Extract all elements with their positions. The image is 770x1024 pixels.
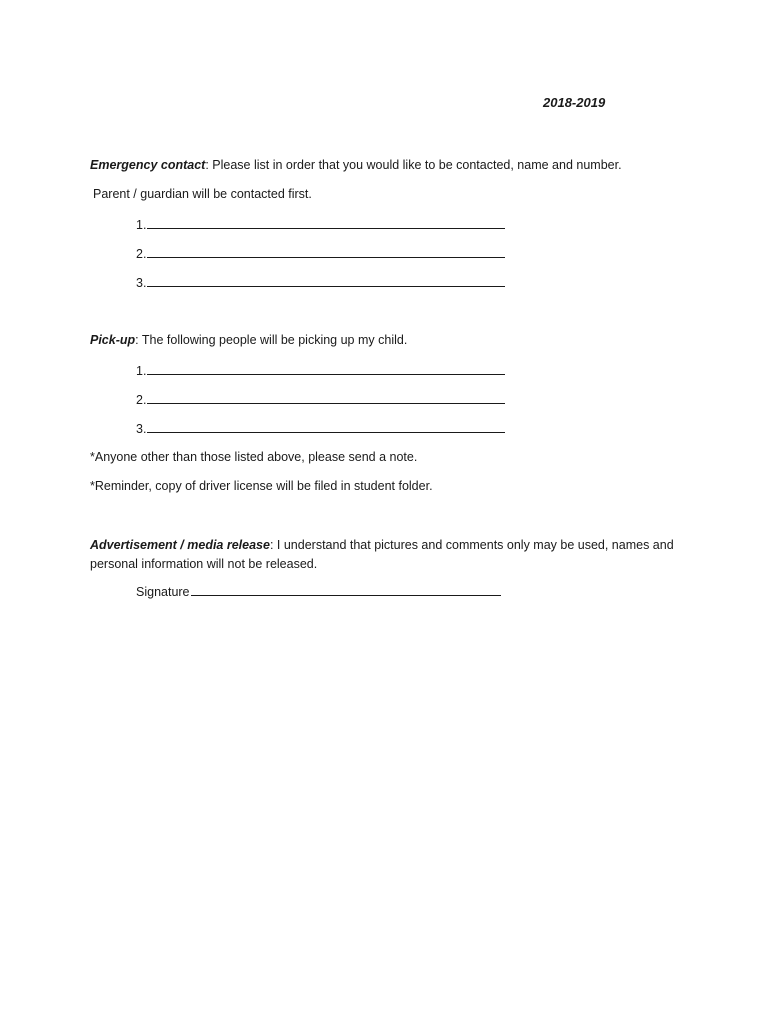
emergency-contact-note: Parent / guardian will be contacted first. <box>93 187 312 201</box>
pickup-blank-2[interactable] <box>147 392 505 404</box>
media-release-heading: Advertisement / media release <box>90 538 270 552</box>
pickup-instruction <box>90 333 407 347</box>
pickup-blank-3[interactable] <box>147 421 505 433</box>
pickup-line-number: 1. <box>136 364 147 378</box>
pickup-heading: Pick-up <box>90 333 136 347</box>
pickup-text: : The following people will be picking up my child. <box>135 333 408 347</box>
emergency-blank-1[interactable] <box>147 217 505 229</box>
pickup-note-anyone: *Anyone other than those listed above, please send a note. <box>90 450 418 464</box>
emergency-line-number: 3. <box>136 276 147 290</box>
media-release-statement <box>90 536 690 574</box>
signature-line[interactable] <box>136 584 501 599</box>
emergency-line-number: 1. <box>136 218 147 232</box>
signature-blank[interactable] <box>191 584 501 596</box>
emergency-contact-heading: Emergency contact <box>90 158 206 172</box>
pickup-line-3[interactable] <box>136 421 505 436</box>
emergency-blank-3[interactable] <box>147 275 505 287</box>
pickup-line-2[interactable] <box>136 392 505 407</box>
emergency-contact-text: : Please list in order that you would like to be contacted, name and number. <box>205 158 622 172</box>
signature-label: Signature <box>136 585 190 599</box>
emergency-blank-2[interactable] <box>147 246 505 258</box>
pickup-blank-1[interactable] <box>147 363 505 375</box>
media-release-text: : I understand that pictures and comments only may be used, names and personal information will not be released. <box>90 538 674 571</box>
school-year: 2018-2019 <box>543 95 606 110</box>
emergency-contact-instruction <box>90 158 622 172</box>
emergency-line-2[interactable] <box>136 246 505 261</box>
pickup-line-number: 2. <box>136 393 147 407</box>
emergency-line-1[interactable] <box>136 217 505 232</box>
pickup-line-1[interactable] <box>136 363 505 378</box>
pickup-line-number: 3. <box>136 422 147 436</box>
emergency-line-3[interactable] <box>136 275 505 290</box>
pickup-note-reminder: *Reminder, copy of driver license will be filed in student folder. <box>90 479 433 493</box>
emergency-line-number: 2. <box>136 247 147 261</box>
